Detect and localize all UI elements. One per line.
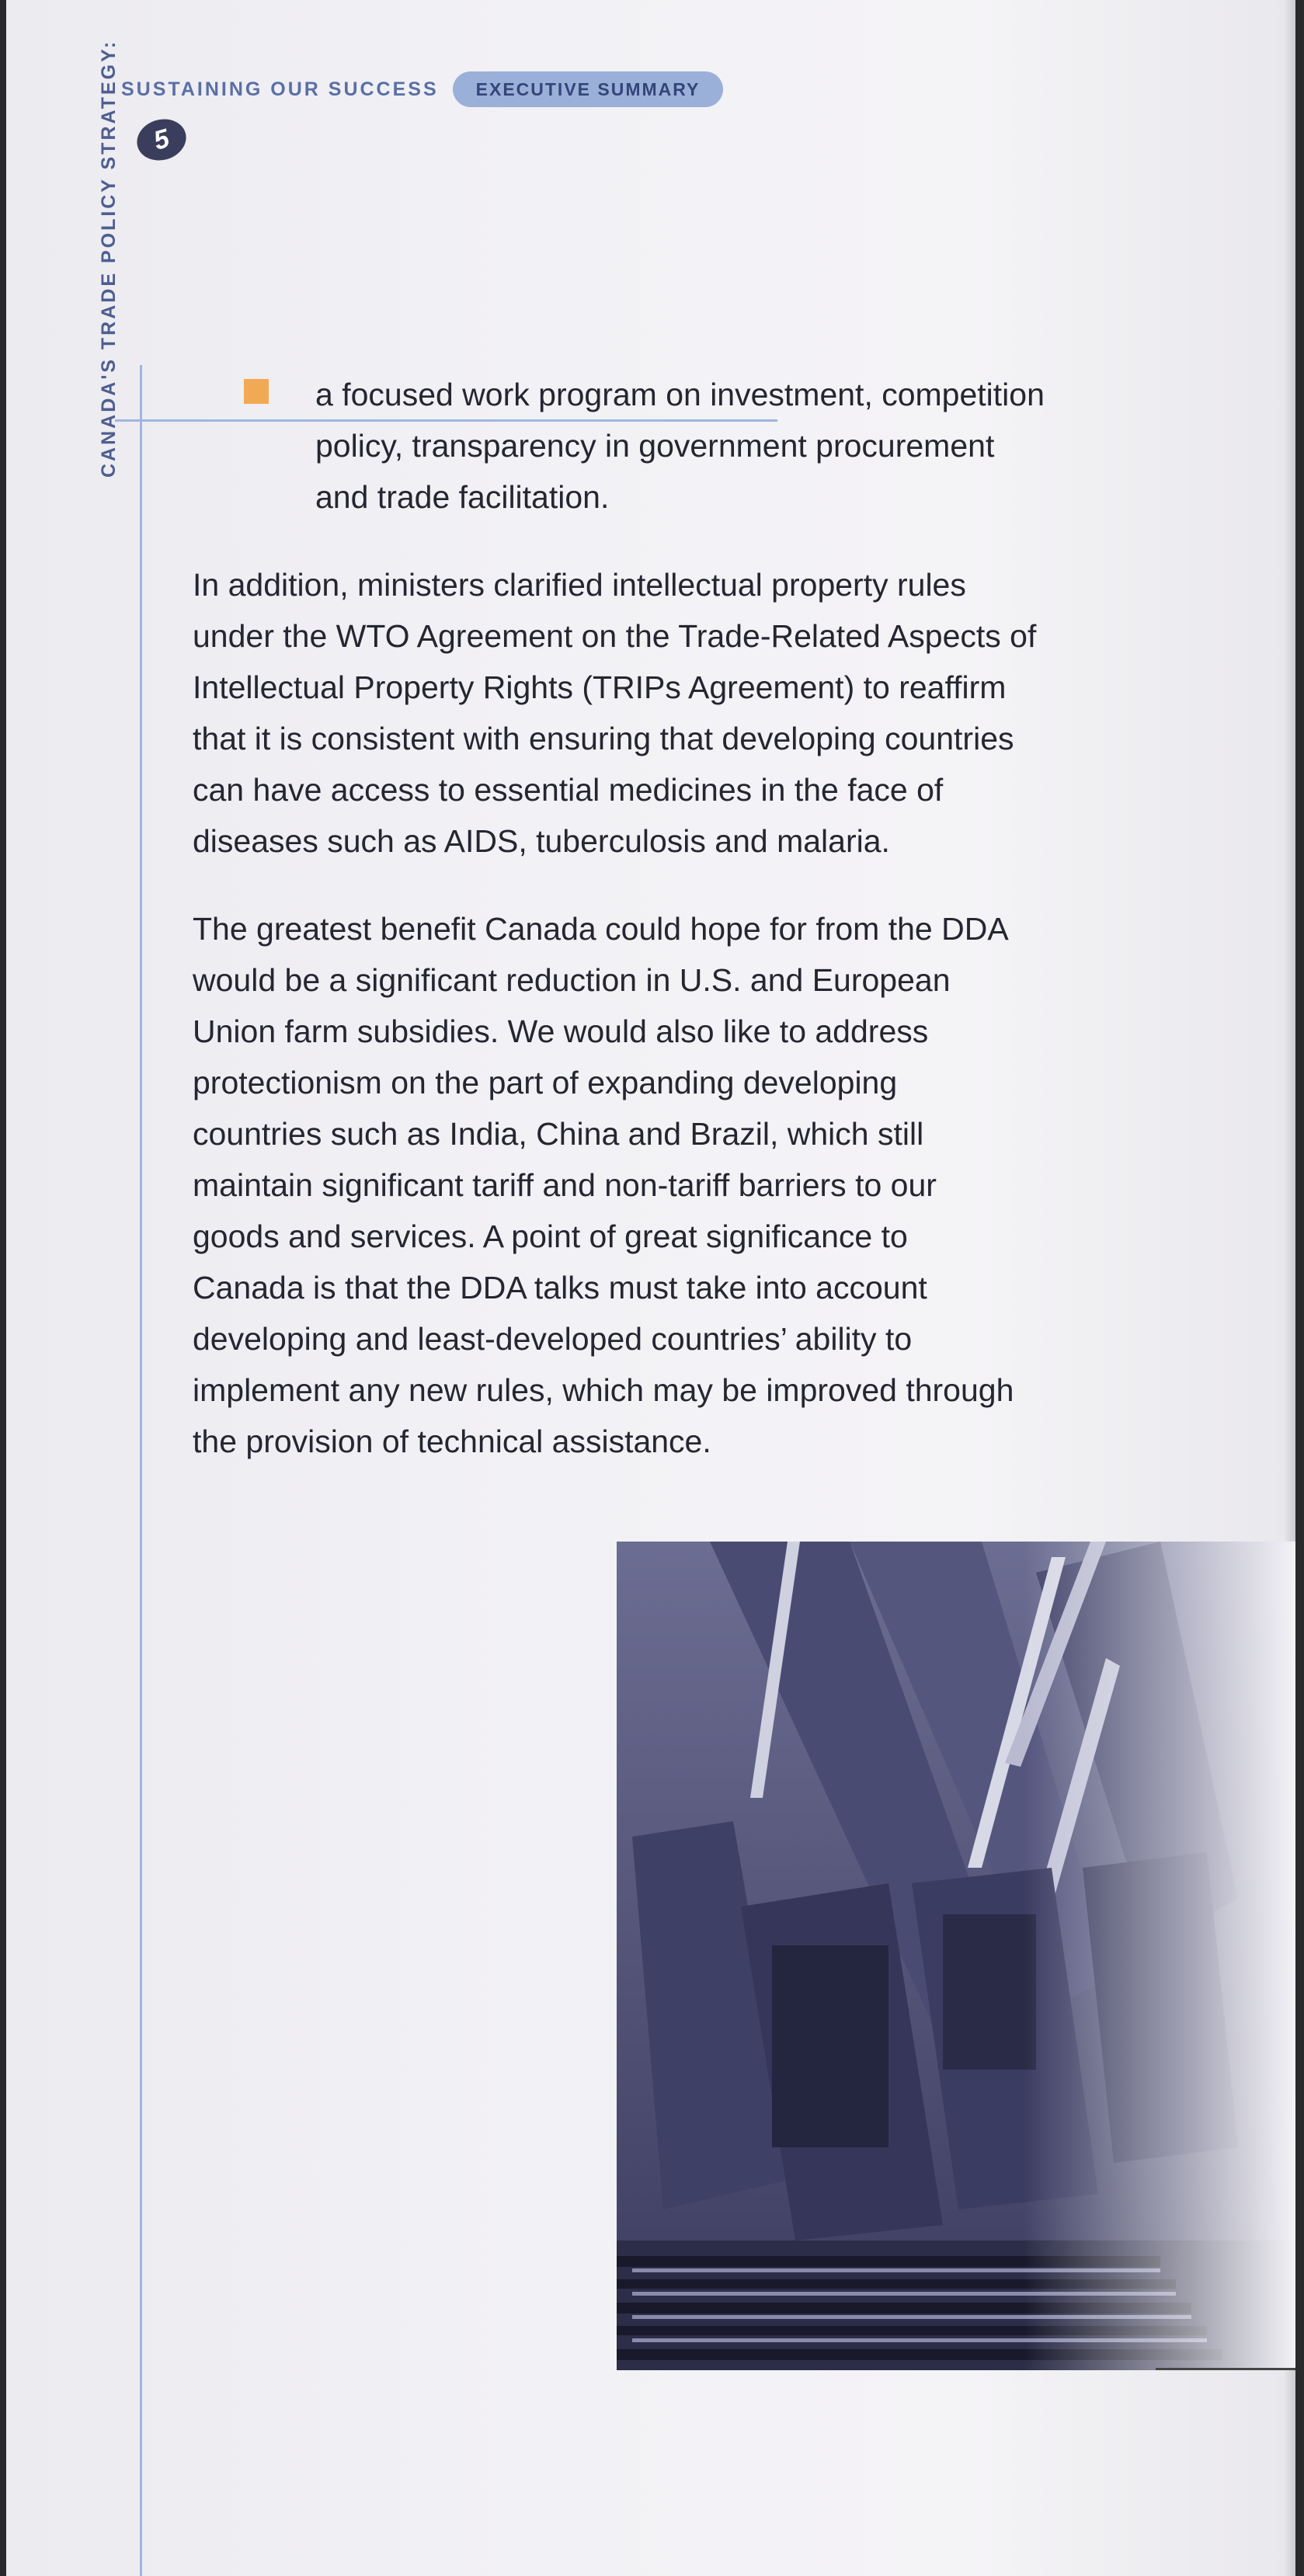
text-line: goods and services. A point of great significance to	[193, 1218, 908, 1254]
text-line: that it is consistent with ensuring that developing countries	[193, 721, 1014, 756]
text-line: the provision of technical assistance.	[193, 1424, 711, 1459]
text-line: Intellectual Property Rights (TRIPs Agreement) to reaffirm	[193, 669, 1007, 705]
text-line: under the WTO Agreement on the Trade-Related Aspects of	[193, 618, 1037, 654]
bullet-line: a focused work program on investment, competition	[315, 377, 1045, 412]
photo-rule	[1156, 2368, 1295, 2370]
bullet-square-icon	[244, 379, 269, 404]
page	[6, 0, 1295, 2576]
text-line: countries such as India, China and Brazil, which still	[193, 1116, 924, 1152]
text-line: developing and least-developed countries’ ability to	[193, 1321, 913, 1357]
paragraph-trips	[193, 559, 1036, 867]
excavator-photo	[617, 1542, 1295, 2370]
text-line: The greatest benefit Canada could hope for from the DDA	[193, 911, 1009, 947]
header-title: SUSTAINING OUR SUCCESS	[121, 78, 439, 100]
bullet-line: policy, transparency in government procurement	[315, 428, 995, 464]
side-label-text: CANADA'S TRADE POLICY STRATEGY:	[98, 39, 120, 478]
text-line: can have access to essential medicines in the face of	[193, 772, 944, 808]
text-line: Canada is that the DDA talks must take into account	[193, 1270, 927, 1305]
section-badge: EXECUTIVE SUMMARY	[453, 71, 724, 107]
text-line: In addition, ministers clarified intellectual property rules	[193, 567, 966, 603]
text-line: maintain significant tariff and non-tariff barriers to our	[193, 1167, 937, 1203]
text-line: diseases such as AIDS, tuberculosis and malaria.	[193, 823, 890, 859]
chapter-number-badge: 5	[132, 113, 191, 166]
bullet-line: and trade facilitation.	[315, 479, 610, 515]
text-line: implement any new rules, which may be improved through	[193, 1372, 1014, 1408]
margin-rule-vertical	[140, 365, 142, 2576]
text-line: would be a significant reduction in U.S. and European	[193, 962, 951, 998]
bullet-item	[315, 369, 1045, 523]
paragraph-dda	[193, 903, 1014, 1467]
page-header	[121, 71, 723, 107]
text-line: protectionism on the part of expanding developing	[193, 1065, 898, 1100]
text-line: Union farm subsidies. We would also like to address	[193, 1013, 929, 1049]
